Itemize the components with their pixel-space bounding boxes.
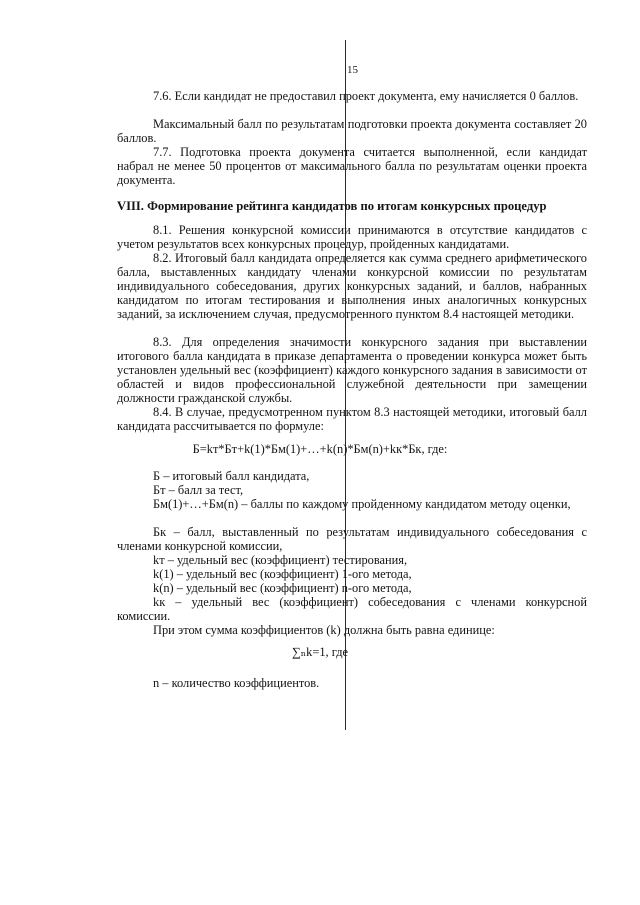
definition-kn: k(n) – удельный вес (коэффициент) n-ого метода,: [153, 581, 412, 595]
page-number: 15: [347, 64, 358, 76]
definition-bt: Бт – балл за тест,: [153, 483, 244, 497]
definition-b: Б – итоговый балл кандидата,: [153, 469, 310, 483]
definition-k1: k(1) – удельный вес (коэффициент) 1-ого метода,: [153, 567, 412, 581]
section-heading: VIII. Формирование рейтинга кандидатов по итогам конкурсных процедур: [117, 199, 547, 213]
formula-main: Б=kт*Бт+k(1)*Бм(1)+…+k(n)*Бм(n)+kк*Бк, где:: [192, 442, 448, 456]
n-definition: n – количество коэффициентов.: [153, 676, 320, 690]
paragraph-7-7: 7.7. Подготовка проекта документа считается выполненной, если кандидат набрал не менее 50 процентов от максимального балла по результатам оценки проекта документа.: [117, 145, 587, 187]
paragraph-8-1: 8.1. Решения конкурсной комиссии принимаются в отсутствие кандидатов с учетом результатов всех конкурсных процедур, пройденных кандидатами.: [117, 223, 587, 251]
paragraph-8-3: 8.3. Для определения значимости конкурсного задания при выставлении итогового балла кандидата в приказе департамента о проведении конкурса может быть установлен удельный вес (коэффициент) каждого конкурсного задания в зависимости от областей и видов профессиональной служебной деятельности при замещении должности гражданской службы.: [117, 335, 587, 405]
paragraph-max-score: Максимальный балл по результатам подготовки проекта документа составляет 20 баллов.: [117, 117, 587, 145]
definition-bk: Бк – балл, выставленный по результатам индивидуального собеседования с членами конкурсной комиссии,: [117, 525, 587, 553]
definition-kk: kк – удельный вес (коэффициент) собеседования с членами конкурсной комиссии.: [117, 595, 587, 623]
paragraph-8-4: 8.4. В случае, предусмотренном пунктом 8.3 настоящей методики, итоговый балл кандидата рассчитывается по формуле:: [117, 405, 587, 433]
paragraph-8-2: 8.2. Итоговый балл кандидата определяется как сумма среднего арифметического балла, выставленных кандидату членами конкурсной комиссии по результатам индивидуального собеседования, других конкурсных заданий, и баллов, набранных кандидатом по итогам тестирования и выполнения иных аналогичных конкурсных заданий, за исключением случая, предусмотренного пунктом 8.4 настоящей методики.: [117, 251, 587, 321]
formula-sum: ∑ₙk=1, где: [291, 645, 349, 659]
sum-note: При этом сумма коэффициентов (k) должна быть равна единице:: [153, 623, 495, 637]
definition-kt: kт – удельный вес (коэффициент) тестирования,: [153, 553, 408, 567]
paragraph-7-6: 7.6. Если кандидат не предоставил проект документа, ему начисляется 0 баллов.: [153, 89, 579, 103]
definition-bm: Бм(1)+…+Бм(n) – баллы по каждому пройденному кандидатом методу оценки,: [153, 497, 571, 511]
